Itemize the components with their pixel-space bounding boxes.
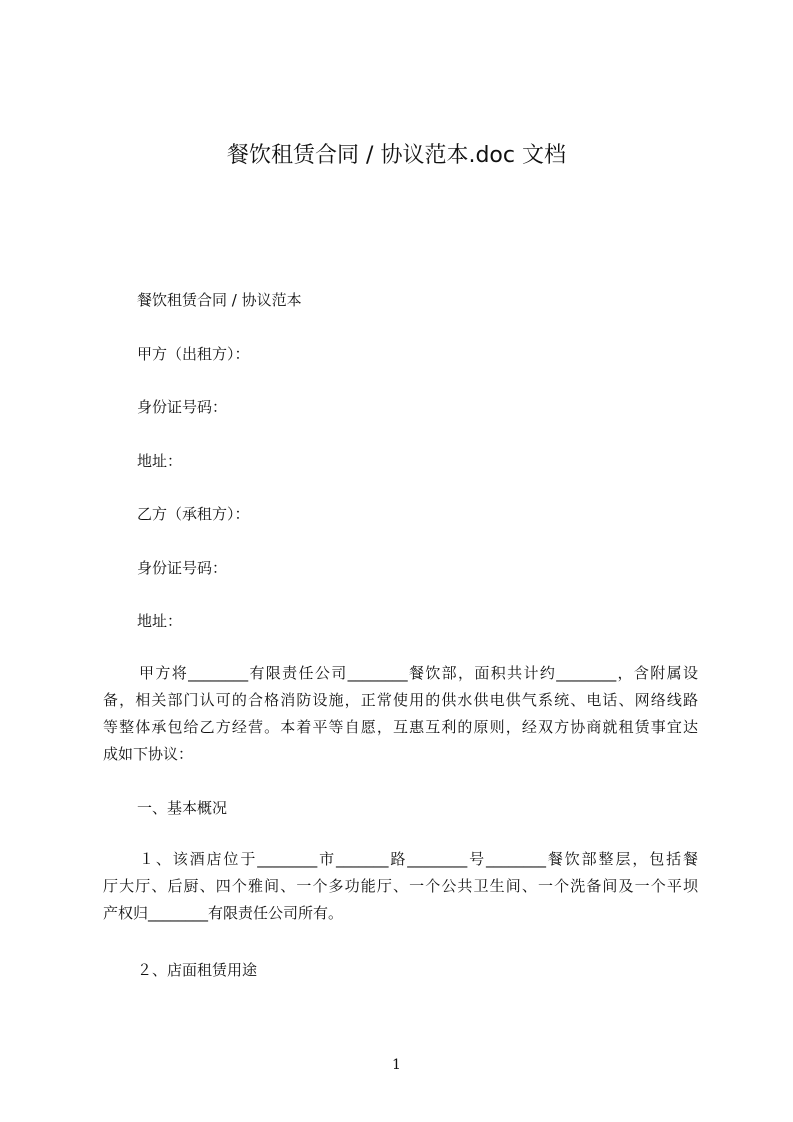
clause-1-line: 厅大厅、后厨、四个雅间、一个多功能厅、一个公共卫生间、一个洗备间及一个平坝 xyxy=(103,877,698,895)
party-b-address-label: 地址： xyxy=(137,612,183,630)
clause-2-heading: ２、店面租赁用途 xyxy=(137,961,258,979)
clause-1-paragraph xyxy=(103,846,698,927)
party-a-address-label: 地址： xyxy=(137,452,183,470)
party-b-label: 乙方（承租方）： xyxy=(137,505,250,523)
intro-line: 甲方将________有限责任公司________餐饮部，面积共计约________，含附属设 xyxy=(139,664,698,682)
document-title: 餐饮租赁合同 / 协议范本.doc 文档 xyxy=(227,143,566,168)
party-a-label: 甲方（出租方）： xyxy=(137,345,250,363)
section-1-heading: 一、基本概况 xyxy=(137,799,228,817)
page-number: 1 xyxy=(392,1057,401,1073)
party-a-id-label: 身份证号码： xyxy=(137,398,228,416)
intro-line: 备，相关部门认可的合格消防设施，正常使用的供水供电供气系统、电话、网络线路 xyxy=(103,691,698,709)
clause-1-line: １、该酒店位于________市_______路________号________餐饮部整层，包括餐 xyxy=(139,850,698,868)
party-b-id-label: 身份证号码： xyxy=(137,559,228,577)
intro-line: 成如下协议： xyxy=(103,745,194,763)
clause-1-line: 产权归________有限责任公司所有。 xyxy=(103,904,344,922)
contract-subtitle: 餐饮租赁合同 / 协议范本 xyxy=(137,291,302,309)
intro-line: 等整体承包给乙方经营。本着平等自愿，互惠互利的原则，经双方协商就租赁事宜达 xyxy=(103,718,698,736)
intro-paragraph xyxy=(103,660,698,768)
